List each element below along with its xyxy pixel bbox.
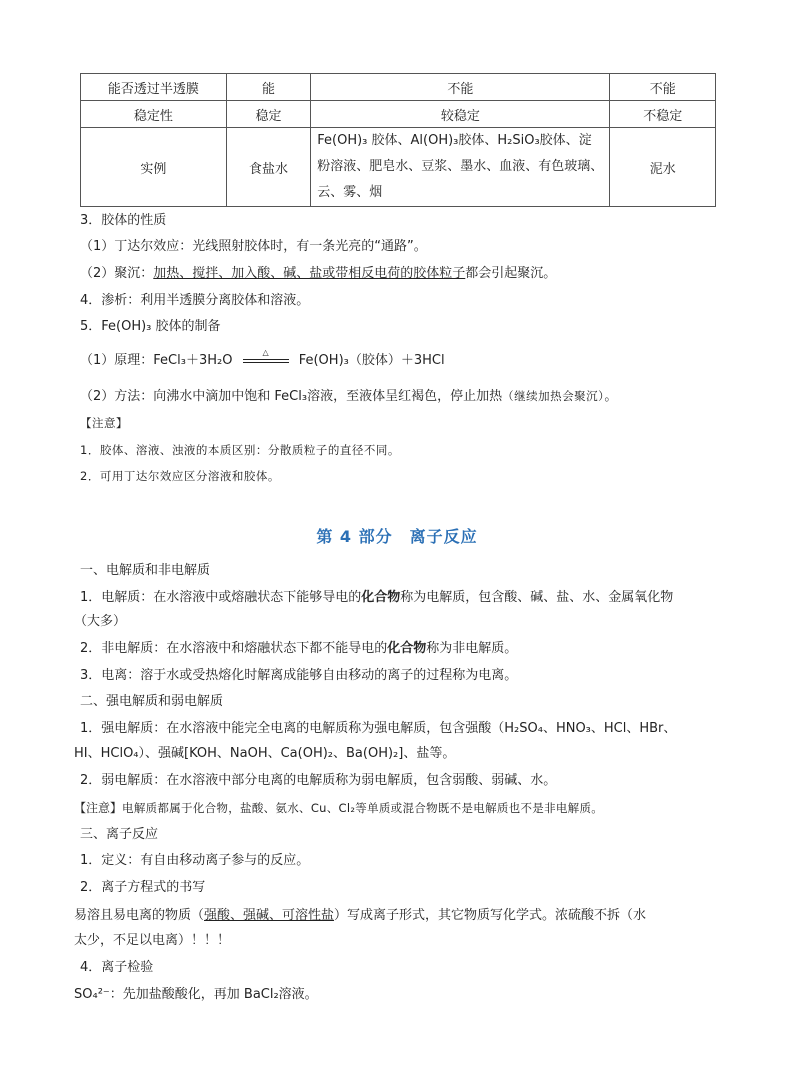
note-item: 2．可用丁达尔效应区分溶液和胶体。 (80, 469, 280, 483)
paragraph: SO₄²⁻：先加盐酸酸化，再加 BaCl₂溶液。 (74, 987, 318, 1002)
table-cell: 食盐水 (226, 128, 310, 207)
text: 都会引起聚沉。 (465, 266, 557, 281)
underlined-text: 加热、搅拌、加入酸、碱、盐或带相反电荷的胶体粒子 (153, 266, 466, 281)
section-title: 三、离子反应 (80, 827, 159, 842)
text: ）写成离子形式，其它物质写化学式。浓硫酸不拆（水 (334, 908, 647, 923)
table-cell: 能否透过半透膜 (81, 74, 227, 101)
underlined-text: 强酸、强碱、可溶性盐 (204, 908, 335, 923)
text: 1．电解质：在水溶液中或熔融状态下能够导电的 (80, 590, 362, 605)
section-title: 5．Fe(OH)₃ 胶体的制备 (80, 319, 221, 334)
paragraph (80, 387, 617, 406)
text: 2．非电解质：在水溶液中和熔融状态下都不能导电的 (80, 641, 388, 656)
note-item: 1．胶体、溶液、浊液的本质区别：分散质粒子的直径不同。 (80, 443, 400, 457)
table-cell: 较稳定 (311, 101, 610, 128)
paragraph: HI、HClO₄）、强碱[KOH、NaOH、Ca(OH)₂、Ba(OH)₂]、盐等。 (74, 746, 456, 761)
table-cell: 不能 (610, 74, 716, 101)
text: （1）原理： (80, 353, 154, 368)
table-cell: 稳定性 (81, 101, 227, 128)
text: 。 (604, 389, 618, 404)
table-row (81, 128, 716, 207)
table-cell: 不稳定 (610, 101, 716, 128)
paragraph (80, 265, 556, 283)
table-cell: 不能 (311, 74, 610, 101)
text: （2）聚沉： (80, 266, 154, 281)
text: 称为电解质，包含酸、碱、盐、水、金属氧化物 (400, 590, 674, 605)
table-cell: 稳定 (226, 101, 310, 128)
section-title: 3．胶体的性质 (80, 213, 167, 228)
paragraph: （1）丁达尔效应：光线照射胶体时，有一条光亮的“通路”。 (80, 239, 427, 254)
bold-text: 化合物 (387, 641, 427, 656)
section-title: 4．渗析：利用半透膜分离胶体和溶液。 (80, 293, 310, 308)
note-label: 【注意】 (80, 416, 128, 430)
paragraph: （大多） (74, 614, 127, 629)
table-row (81, 74, 716, 101)
reaction-equals-sign (243, 347, 289, 368)
text: 称为非电解质。 (426, 641, 518, 656)
paragraph: 1．定义：有自由移动离子参与的反应。 (80, 853, 310, 868)
table-cell: Fe(OH)₃ 胶体、Al(OH)₃胶体、H₂SiO₃胶体、淀粉溶液、肥皂水、豆浆、墨水、血液、有色玻璃、云、雾、烟 (311, 128, 610, 207)
paragraph: 2．弱电解质：在水溶液中部分电离的电解质称为弱电解质，包含弱酸、弱碱、水。 (80, 773, 557, 788)
table-cell: 泥水 (610, 128, 716, 207)
paragraph: 太少，不足以电离）！！！ (74, 933, 231, 948)
note-text: （继续加热会聚沉） (502, 389, 605, 403)
section-title: 4．离子检验 (80, 960, 154, 975)
text: （2）方法：向沸水中滴加中饱和 FeCl₃溶液，至液体呈红褐色，停止加热 (80, 389, 503, 404)
note-label: 【注意】 (74, 801, 123, 815)
table-cell: 能 (226, 74, 310, 101)
paragraph (80, 589, 673, 607)
colloid-properties-table (80, 73, 716, 207)
heating-symbol: △ (262, 347, 269, 357)
note-paragraph (74, 799, 603, 818)
paragraph (74, 907, 646, 925)
paragraph (80, 640, 517, 658)
paragraph: 1．强电解质：在水溶液中能完全电离的电解质称为强电解质，包含强酸（H₂SO₄、HNO₃、HCl、HBr、 (80, 721, 677, 736)
text: 易溶且易电离的物质（ (74, 908, 205, 923)
equation-lhs: FeCl₃＋3H₂O (153, 353, 233, 368)
paragraph: 3．电离：溶于水或受热熔化时解离成能够自由移动的离子的过程称为电离。 (80, 668, 518, 683)
equation-line (80, 347, 445, 370)
section-title: 二、强电解质和弱电解质 (80, 694, 224, 709)
table-cell: 实例 (81, 128, 227, 207)
bold-text: 化合物 (361, 590, 401, 605)
part-heading: 第 4 部分 离子反应 (316, 527, 478, 546)
table-row (81, 101, 716, 128)
paragraph: 2．离子方程式的书写 (80, 880, 206, 895)
note-text: 电解质都属于化合物，盐酸、氨水、Cu、Cl₂等单质或混合物既不是电解质也不是非电解质。 (122, 801, 604, 815)
equation-rhs: Fe(OH)₃（胶体）＋3HCl (298, 353, 445, 368)
section-title: 一、电解质和非电解质 (80, 563, 211, 578)
